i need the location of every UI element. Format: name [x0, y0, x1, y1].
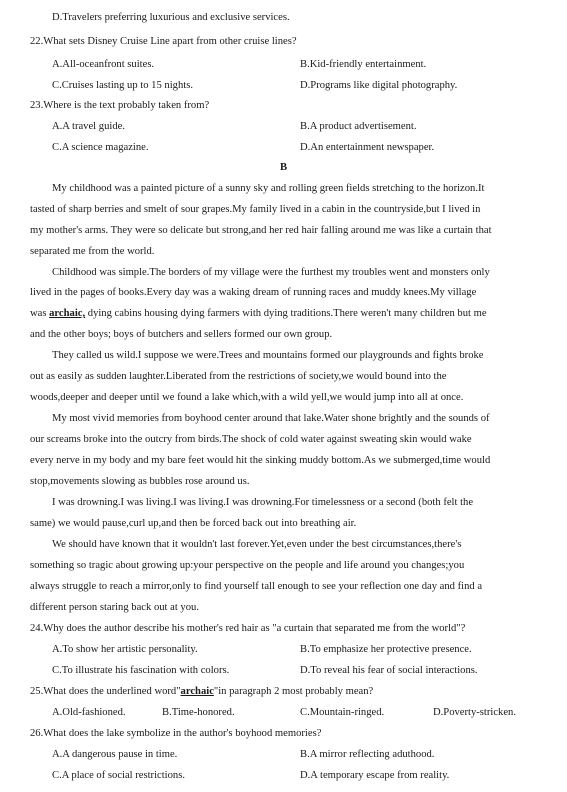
passage-line: We should have known that it wouldn't last forever.Yet,even under the best circumstances,there's [52, 539, 462, 550]
passage-line: something so tragic about growing up:your perspective on the people and life around you changes;you [30, 560, 465, 571]
q22-stem: 22.What sets Disney Cruise Line apart from other cruise lines? [30, 36, 297, 47]
passage-line: out as easily as sudden laughter.Liberated from the restrictions of society,we would bound into the [30, 371, 447, 382]
q26-option-a: A.A dangerous pause in time. [52, 749, 178, 760]
section-b-heading: B [279, 162, 288, 173]
passage-line-with-keyword [30, 307, 487, 320]
q26-option-c: C.A place of social restrictions. [52, 770, 185, 781]
passage-line: every nerve in my body and my bare feet would hit the sinking muddy bottom.As we submerged,time would [30, 455, 491, 466]
passage-line: stop,movements slowing as bubbles rose around us. [30, 476, 250, 487]
q23-option-b: B.A product advertisement. [300, 121, 417, 132]
q22-option-b: B.Kid-friendly entertainment. [300, 59, 427, 70]
q23-option-a: A.A travel guide. [52, 121, 125, 132]
passage-line: lived in the pages of books.Every day was a waking dream of running races and muddy knees.My village [30, 287, 477, 298]
passage-line: They called us wild.I suppose we were.Trees and mountains formed our playgrounds and fights broke [52, 350, 484, 361]
underlined-word-archaic: archaic, [49, 308, 86, 319]
q24-option-b: B.To emphasize her protective presence. [300, 644, 472, 655]
passage-text: dying cabins housing dying farmers with dying traditions.There weren't many children but me [85, 308, 487, 319]
passage-line: different person staring back out at you. [30, 602, 199, 613]
passage-line: our screams broke into the outcry from birds.The shock of cold water against sweating skin would wake [30, 434, 472, 445]
passage-line: same) we would pause,curl up,and then be forced back out into breathing air. [30, 518, 357, 529]
q24-option-c: C.To illustrate his fascination with colors. [52, 665, 230, 676]
passage-line: My most vivid memories from boyhood center around that lake.Water shone brightly and the sounds of [52, 413, 490, 424]
q23-option-c: C.A science magazine. [52, 142, 149, 153]
q22-option-d: D.Programs like digital photography. [300, 80, 458, 91]
q22-option-c: C.Cruises lasting up to 15 nights. [52, 80, 193, 91]
passage-line: separated me from the world. [30, 246, 155, 257]
passage-line: woods,deeper and deeper until we found a lake which,with a wild yell,we would jump into all at once. [30, 392, 464, 403]
passage-line: always struggle to reach a mirror,only to find yourself tall enough to see your reflection one day and find a [30, 581, 483, 592]
q25-stem-text: 25.What does the underlined word" [30, 686, 181, 697]
passage-line: tasted of sharp berries and smelt of sour grapes.My family lived in a cabin in the countryside,but I lived in [30, 204, 481, 215]
q23-stem: 23.Where is the text probably taken from? [30, 100, 210, 111]
q24-option-d: D.To reveal his fear of social interactions. [300, 665, 478, 676]
passage-line: I was drowning.I was living.I was living.I was drowning.For timelessness or a second (both felt the [52, 497, 474, 508]
q25-option-c: C.Mountain-ringed. [300, 707, 385, 718]
q25-underlined-word: archaic [180, 686, 214, 697]
passage-line: and the other boys; boys of butchers and sellers formed our own group. [30, 329, 333, 340]
q23-option-d: D.An entertainment newspaper. [300, 142, 435, 153]
q25-stem-text: "in paragraph 2 most probably mean? [213, 686, 374, 697]
passage-line: Childhood was simple.The borders of my village were the furthest my troubles went and monsters only [52, 267, 490, 278]
q26-option-d: D.A temporary escape from reality. [300, 770, 450, 781]
passage-text: was [30, 308, 50, 319]
q21-option-d: D.Travelers preferring luxurious and exclusive services. [52, 12, 290, 23]
q25-option-d: D.Poverty-stricken. [433, 707, 516, 718]
q25-option-b: B.Time-honored. [162, 707, 235, 718]
passage-line: my mother's arms. They were so delicate but strong,and her red hair falling around me was like a curtain that [30, 225, 492, 236]
q24-option-a: A.To show her artistic personality. [52, 644, 198, 655]
q26-option-b: B.A mirror reflecting aduthood. [300, 749, 435, 760]
passage-line: My childhood was a painted picture of a sunny sky and rolling green fields stretching to the horizon.It [52, 183, 485, 194]
q25-stem [30, 685, 373, 698]
q24-stem: 24.Why does the author describe his mother's red hair as "a curtain that separated me from the world"? [30, 623, 466, 634]
q26-stem: 26.What does the lake symbolize in the author's boyhood memories? [30, 728, 322, 739]
q22-option-a: A.All-oceanfront suites. [52, 59, 155, 70]
q25-option-a: A.Old-fashioned. [52, 707, 126, 718]
